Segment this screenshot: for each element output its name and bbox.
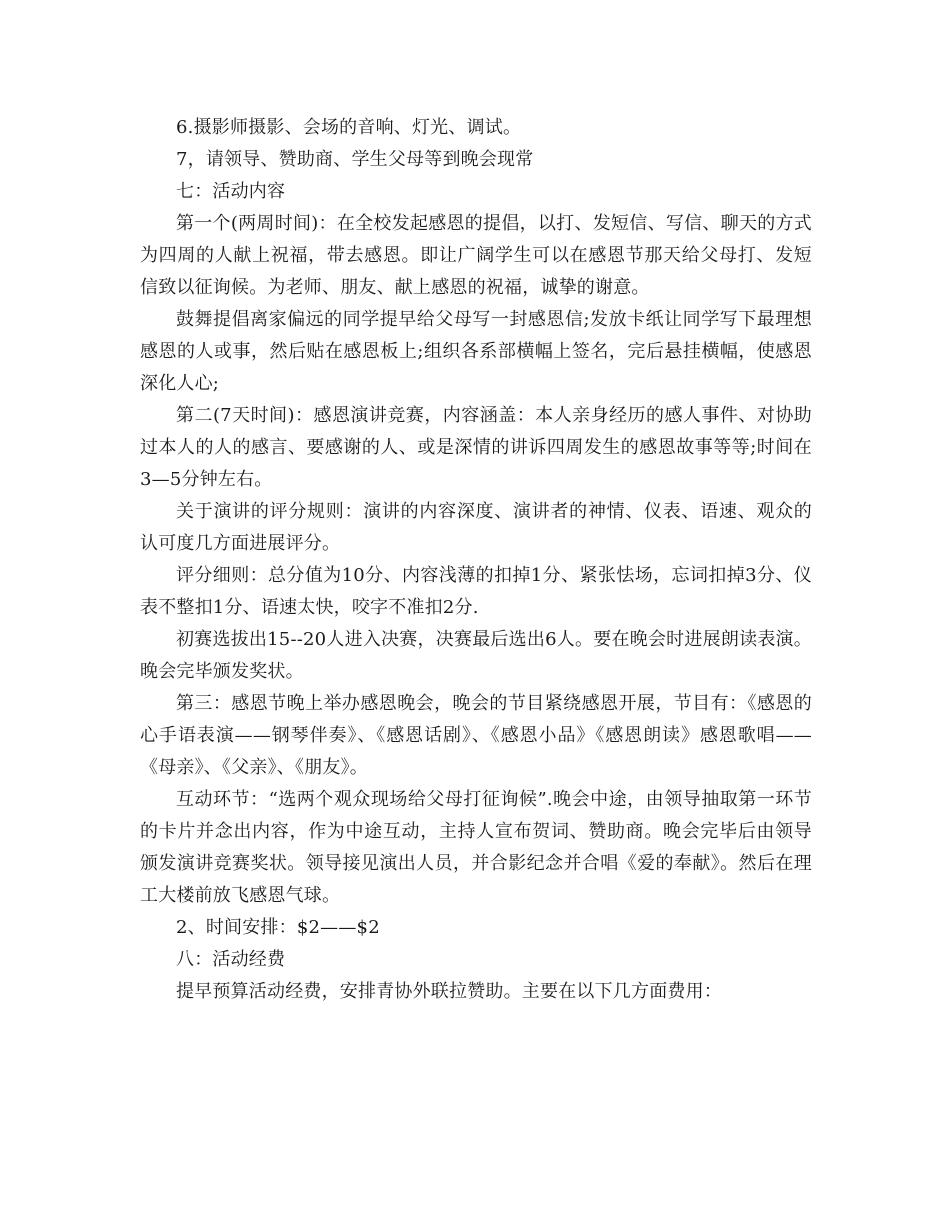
- section-heading-activity-content: 七：活动内容: [176, 181, 286, 202]
- paragraph-scoring-rules: 关于演讲的评分规则：演讲的内容深度、演讲者的神情、仪表、语速、观众的认可度几方面进展评分。: [140, 501, 812, 554]
- paragraph-budget-intro: 提早预算活动经费，安排青协外联拉赞助。主要在以下几方面费用：: [176, 981, 722, 1002]
- section-heading-activity-budget: 八：活动经费: [176, 949, 286, 970]
- paragraph-interactive-session: 互动环节：“选两个观众现场给父母打征询候”.晚会中途，由领导抽取第一环节的卡片并念出内容，作为中途互动，主持人宣布贺词、赞助商。晚会完毕后由领导颁发演讲竞赛奖状。领导接见演出人员，并合影纪念并合唱《爱的奉献》。然后在理工大楼前放飞感恩气球。: [140, 789, 812, 906]
- paragraph-encourage-letters: 鼓舞提倡离家偏远的同学提早给父母写一封感恩信;发放卡纸让同学写下最理想感恩的人或事，然后贴在感恩板上;组织各系部横幅上签名，完后悬挂横幅，使感恩深化人心;: [140, 309, 812, 394]
- paragraph-phase-three: 第三：感恩节晚上举办感恩晚会，晚会的节目紧绕感恩开展，节目有：《感恩的心手语表演——钢琴伴奏》、《感恩话剧》、《感恩小品》《感恩朗读》感恩歌唱——《母亲》、《父亲》、《朋友》。: [140, 693, 812, 778]
- paragraph-scoring-details: 评分细则：总分值为10分、内容浅薄的扣掉1分、紧张怯场，忘词扣掉3分、仪表不整扣1分、语速太快，咬字不准扣2分.: [140, 565, 812, 618]
- paragraph-time-schedule: 2、时间安排：$2——$2: [176, 917, 380, 938]
- paragraph-item-6: 6.摄影师摄影、会场的音响、灯光、调试。: [176, 117, 522, 138]
- document-body: [140, 112, 812, 1008]
- paragraph-phase-two: 第二(7天时间)：感恩演讲竞赛，内容涵盖：本人亲身经历的感人事件、对协助过本人的人的感言、要感谢的人、或是深情的讲诉四周发生的感恩故事等等;时间在3—5分钟左右。: [140, 405, 812, 490]
- paragraph-item-7: 7，请领导、赞助商、学生父母等到晚会现常: [176, 149, 534, 170]
- paragraph-phase-one: 第一个(两周时间)：在全校发起感恩的提倡，以打、发短信、写信、聊天的方式为四周的人献上祝福，带去感恩。即让广阔学生可以在感恩节那天给父母打、发短信致以征询候。为老师、朋友、献上感恩的祝福，诚挚的谢意。: [140, 213, 812, 298]
- paragraph-preliminary-round: 初赛选拔出15--20人进入决赛，决赛最后选出6人。要在晚会时进展朗读表演。晚会完毕颁发奖状。: [140, 629, 812, 682]
